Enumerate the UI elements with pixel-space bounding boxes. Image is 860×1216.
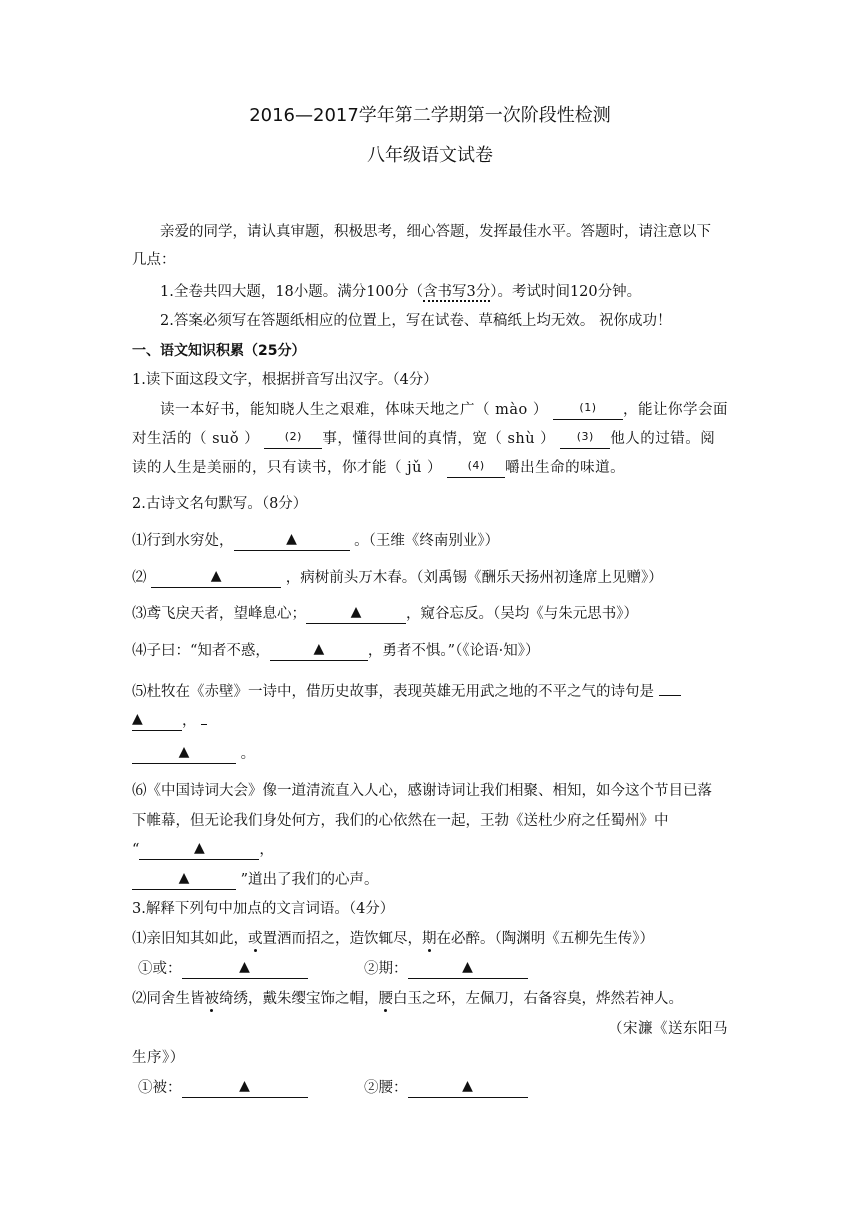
q2-text: ⑸杜牧在《赤壁》一诗中，借历史故事，表现英雄无用武之地的不平之气的诗句是 — [132, 684, 654, 700]
q1-blank-2[interactable] — [264, 431, 322, 449]
answer-marker-icon: ▲ — [462, 959, 473, 975]
q3-answer-blank[interactable] — [408, 1080, 528, 1098]
q2-text: ⑷子曰：“知者不惑， — [132, 643, 270, 659]
q2-item-6-quote — [132, 840, 274, 860]
q2-text: ⑶鸢飞戾天者，望峰息心； — [132, 606, 306, 622]
q3-s2-answers — [138, 1078, 308, 1098]
intro-line-2: 几点： — [132, 252, 176, 268]
q3-s1-answers — [138, 959, 308, 979]
question-1-prompt: 1.读下面这段文字，根据拼音写出汉字。（4分） — [132, 372, 438, 388]
q1-text: 他人的过错。阅 — [610, 431, 716, 447]
answer-marker-icon: ▲ — [286, 531, 297, 547]
q2-item-1 — [132, 531, 499, 551]
q1-blank-1[interactable] — [553, 402, 623, 420]
q1-text: ，能让你学会面 — [622, 402, 728, 418]
q2-text: 。 — [240, 746, 256, 762]
q3-dotted-word: 腰 — [378, 991, 393, 1007]
q2-text: ，病树前头万木春。（刘禹锡《酬乐天扬州初逢席上见赠》） — [285, 570, 663, 586]
q3-text: ⑴亲旧知其如此， — [132, 931, 248, 947]
q2-answer-blank[interactable] — [132, 713, 182, 731]
q3-dotted-word: 被 — [204, 991, 219, 1007]
q3-answer-label: ①或： — [138, 961, 182, 977]
exam-title: 2016—2017学年第二学期第一次阶段性检测 — [249, 105, 611, 126]
intro-line-1: 亲爱的同学，请认真审题，积极思考，细心答题，发挥最佳水平。答题时，请注意以下 — [160, 224, 711, 240]
q2-answer-blank[interactable] — [306, 606, 406, 624]
q3-dotted-word: 或 — [248, 931, 263, 947]
q2-text: 。（王维《终南别业》） — [354, 533, 500, 549]
q1-text: 事，懂得世间的真情，宽（ shù ） — [322, 431, 556, 447]
question-1-line-1 — [160, 400, 728, 420]
answer-marker-icon: ▲ — [132, 711, 143, 727]
q2-item-3 — [132, 604, 638, 624]
q2-answer-blank[interactable] — [132, 746, 236, 764]
q3-sentence-2 — [132, 989, 683, 1009]
q2-item-5-cont — [132, 707, 207, 731]
q2-text: ”道出了我们的心声。 — [240, 872, 379, 888]
q2-item-5 — [132, 678, 681, 702]
answer-marker-icon: ▲ — [239, 1078, 250, 1094]
answer-marker-icon: ▲ — [178, 870, 190, 886]
question-1-line-2 — [132, 429, 715, 449]
q3-source-line-1: （宋濂《送东阳马 — [608, 1021, 728, 1037]
q3-text: ⑵同舍生皆 — [132, 991, 205, 1007]
q3-text: 在必醉。（陶渊明《五柳先生传》） — [436, 931, 654, 947]
q1-text: 读一本好书，能知晓人生之艰难，体味天地之广（ mào ） — [160, 402, 548, 418]
q1-text: 对生活的（ suǒ ） — [132, 431, 260, 447]
q2-answer-blank[interactable] — [132, 872, 236, 890]
note-1-text-a: 1.全卷共四大题，18小题。满分100分（ — [160, 284, 423, 300]
answer-marker-icon: ▲ — [350, 604, 362, 620]
q2-text: ⑵ — [132, 570, 147, 586]
note-1-text-b: ）。考试时间120分钟。 — [490, 284, 642, 300]
q3-source-line-2: 生序》） — [132, 1050, 185, 1066]
q2-answer-blank[interactable] — [270, 643, 368, 661]
q1-text: 嚼出生命的味道。 — [505, 460, 626, 476]
q2-text: ，窥谷忘反。（吴均《与朱元思书》） — [406, 606, 638, 622]
q2-text: ， — [259, 842, 274, 858]
answer-marker-icon: ▲ — [178, 744, 190, 760]
blank-number: (4) — [467, 459, 485, 472]
q2-item-5-end — [132, 744, 255, 764]
answer-marker-icon: ▲ — [194, 840, 205, 856]
q3-text: 白玉之环，左佩刀，右备容臭，烨然若神人。 — [393, 991, 683, 1007]
q2-item-6: ⑹《中国诗词大会》像一道清流直入人心，感谢诗词让我们相聚、相知，如今这个节目已落 — [132, 783, 712, 799]
q2-text: “ — [132, 842, 140, 858]
q2-answer-blank[interactable] — [659, 678, 681, 696]
note-2: 2.答案必须写在答题纸相应的位置上，写在试卷、草稿纸上均无效。 祝你成功！ — [160, 313, 672, 329]
q1-text: 读的人生是美丽的，只有读书，你才能（ jǔ ） — [132, 460, 443, 476]
q2-text: ，勇者不惧。”（《论语·知》） — [367, 643, 540, 659]
q3-answer-blank[interactable] — [182, 961, 308, 979]
q2-item-4 — [132, 641, 539, 661]
answer-marker-icon: ▲ — [239, 959, 250, 975]
q3-sentence-1 — [132, 929, 654, 949]
q2-answer-blank[interactable] — [139, 842, 259, 860]
question-1-line-3 — [132, 458, 625, 478]
question-2-prompt: 2.古诗文名句默写。（8分） — [132, 496, 308, 512]
q2-text: ⑴行到水穷处， — [132, 533, 234, 549]
q3-answer-label: ②腰： — [364, 1080, 408, 1096]
answer-marker-icon: ▲ — [313, 641, 325, 657]
q3-text: 置酒而招之，造饮辄尽， — [262, 931, 422, 947]
q1-blank-4[interactable] — [447, 460, 505, 478]
exam-subtitle: 八年级语文试卷 — [367, 145, 493, 166]
q2-text: ， — [182, 713, 197, 729]
answer-marker-icon: ▲ — [462, 1078, 473, 1094]
q2-answer-blank[interactable] — [201, 707, 207, 725]
q3-answer-blank[interactable] — [408, 961, 528, 979]
q2-answer-blank[interactable] — [234, 533, 350, 551]
note-1-emphasis: 含书写3分 — [422, 284, 491, 300]
blank-number: (3) — [576, 430, 594, 443]
q3-answer-blank[interactable] — [182, 1080, 308, 1098]
blank-number: (2) — [284, 430, 302, 443]
q2-item-6-cont: 下帷幕，但无论我们身处何方，我们的心依然在一起，王勃《送杜少府之任蜀州》中 — [132, 813, 669, 829]
q3-answer-label: ②期： — [364, 961, 408, 977]
answer-marker-icon: ▲ — [210, 568, 222, 584]
note-1 — [160, 282, 641, 302]
section-1-heading: 一、语文知识积累（25分） — [132, 343, 306, 359]
blank-number: (1) — [579, 401, 597, 414]
q3-answer-label: ①被： — [138, 1080, 182, 1096]
q3-s2-answers-2 — [364, 1078, 528, 1098]
q2-item-2 — [132, 568, 663, 588]
q2-answer-blank[interactable] — [151, 570, 281, 588]
q3-text: 绮绣，戴朱缨宝饰之帽， — [219, 991, 379, 1007]
q3-dotted-word: 期 — [422, 931, 437, 947]
q2-item-6-end — [132, 870, 379, 890]
q3-s1-answers-2 — [364, 959, 528, 979]
q1-blank-3[interactable] — [560, 431, 610, 449]
question-3-prompt: 3.解释下列句中加点的文言词语。（4分） — [132, 901, 395, 917]
